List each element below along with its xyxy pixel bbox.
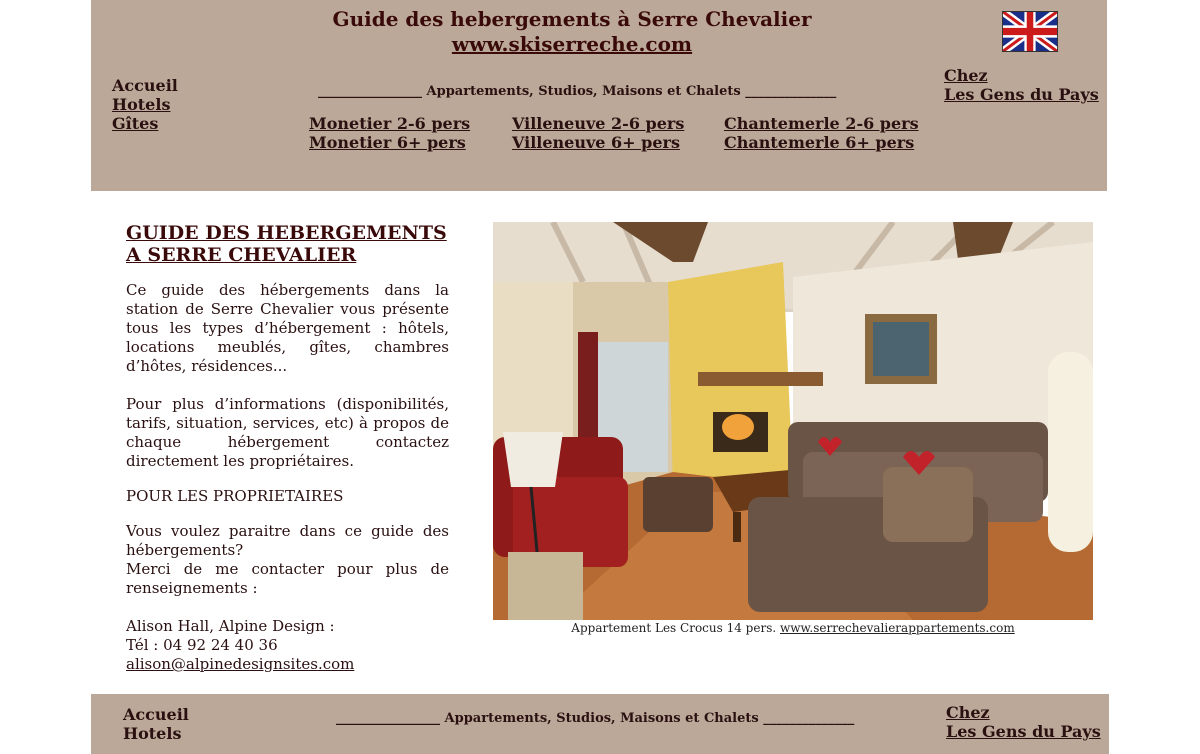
apartment-photo <box>493 222 1093 620</box>
chez-line1: Chez <box>944 66 988 85</box>
intro-paragraph-2: Pour plus d’informations (disponibilités, tarifs, situation, services, etc) à propos de chaque hébergement contactez directement les propriétaires. <box>126 395 449 470</box>
site-title-block <box>91 7 1053 57</box>
footer-link-chez-gens-du-pays[interactable] <box>946 703 1101 741</box>
footer-chez-line2: Les Gens du Pays <box>946 722 1101 741</box>
link-chantemerle-large[interactable]: Chantemerle 6+ pers <box>724 133 915 152</box>
photo-caption-link[interactable]: www.serrechevalierappartements.com <box>780 621 1015 635</box>
contact-email-link[interactable]: alison@alpinedesignsites.com <box>126 655 355 673</box>
link-monetier-small[interactable]: Monetier 2-6 pers <box>309 114 471 133</box>
footer-accommodation-types-label: ________________ Appartements, Studios, Maisons et Chalets ______________ <box>336 711 855 726</box>
living-room-illustration <box>493 222 1093 620</box>
intro-paragraph-3: Vous voulez paraitre dans ce guide des hébergements? <box>126 522 449 559</box>
intro-heading-line1: GUIDE DES HEBERGEMENTS <box>126 222 447 244</box>
chez-line2: Les Gens du Pays <box>944 85 1099 104</box>
intro-heading <box>126 222 449 266</box>
link-chantemerle-small[interactable]: Chantemerle 2-6 pers <box>724 114 919 133</box>
footer-nav-banner <box>91 694 1109 754</box>
accommodation-types-label: ________________ Appartements, Studios, Maisons et Chalets ______________ <box>318 84 837 99</box>
photo-caption-text: Appartement Les Crocus 14 pers. <box>571 621 777 635</box>
nav-hotels[interactable]: Hotels <box>112 95 171 114</box>
photo-caption <box>493 621 1093 635</box>
link-chez-gens-du-pays[interactable] <box>944 66 1099 104</box>
link-villeneuve-large[interactable]: Villeneuve 6+ pers <box>512 133 680 152</box>
footer-chez-line1: Chez <box>946 703 990 722</box>
site-url-link[interactable]: www.skiserreche.com <box>451 32 693 56</box>
intro-heading-line2: A SERRE CHEVALIER <box>126 244 357 266</box>
owners-heading: POUR LES PROPRIETAIRES <box>126 487 344 505</box>
footer-nav <box>123 705 189 743</box>
contact-phone: Tél : 04 92 24 40 36 <box>126 636 278 654</box>
nav-gites[interactable]: Gîtes <box>112 114 159 133</box>
main-nav <box>112 76 178 133</box>
nav-accueil[interactable]: Accueil <box>112 76 178 95</box>
uk-flag-icon[interactable] <box>1002 11 1058 52</box>
intro-paragraph-1: Ce guide des hébergements dans la station de Serre Chevalier vous présente tous les types d’hébergement : hôtels, locations meublés, gîtes, chambres d’hôtes, résidences... <box>126 281 449 375</box>
site-title: Guide des hebergements à Serre Chevalier <box>332 7 812 31</box>
footer-nav-hotels[interactable]: Hotels <box>123 724 182 743</box>
header-banner <box>91 0 1107 191</box>
contact-name: Alison Hall, Alpine Design : <box>126 617 335 635</box>
link-villeneuve-small[interactable]: Villeneuve 2-6 pers <box>512 114 685 133</box>
footer-nav-accueil[interactable]: Accueil <box>123 705 189 724</box>
intro-paragraph-4: Merci de me contacter pour plus de renseignements : <box>126 560 449 597</box>
intro-section <box>126 222 449 674</box>
link-monetier-large[interactable]: Monetier 6+ pers <box>309 133 466 152</box>
